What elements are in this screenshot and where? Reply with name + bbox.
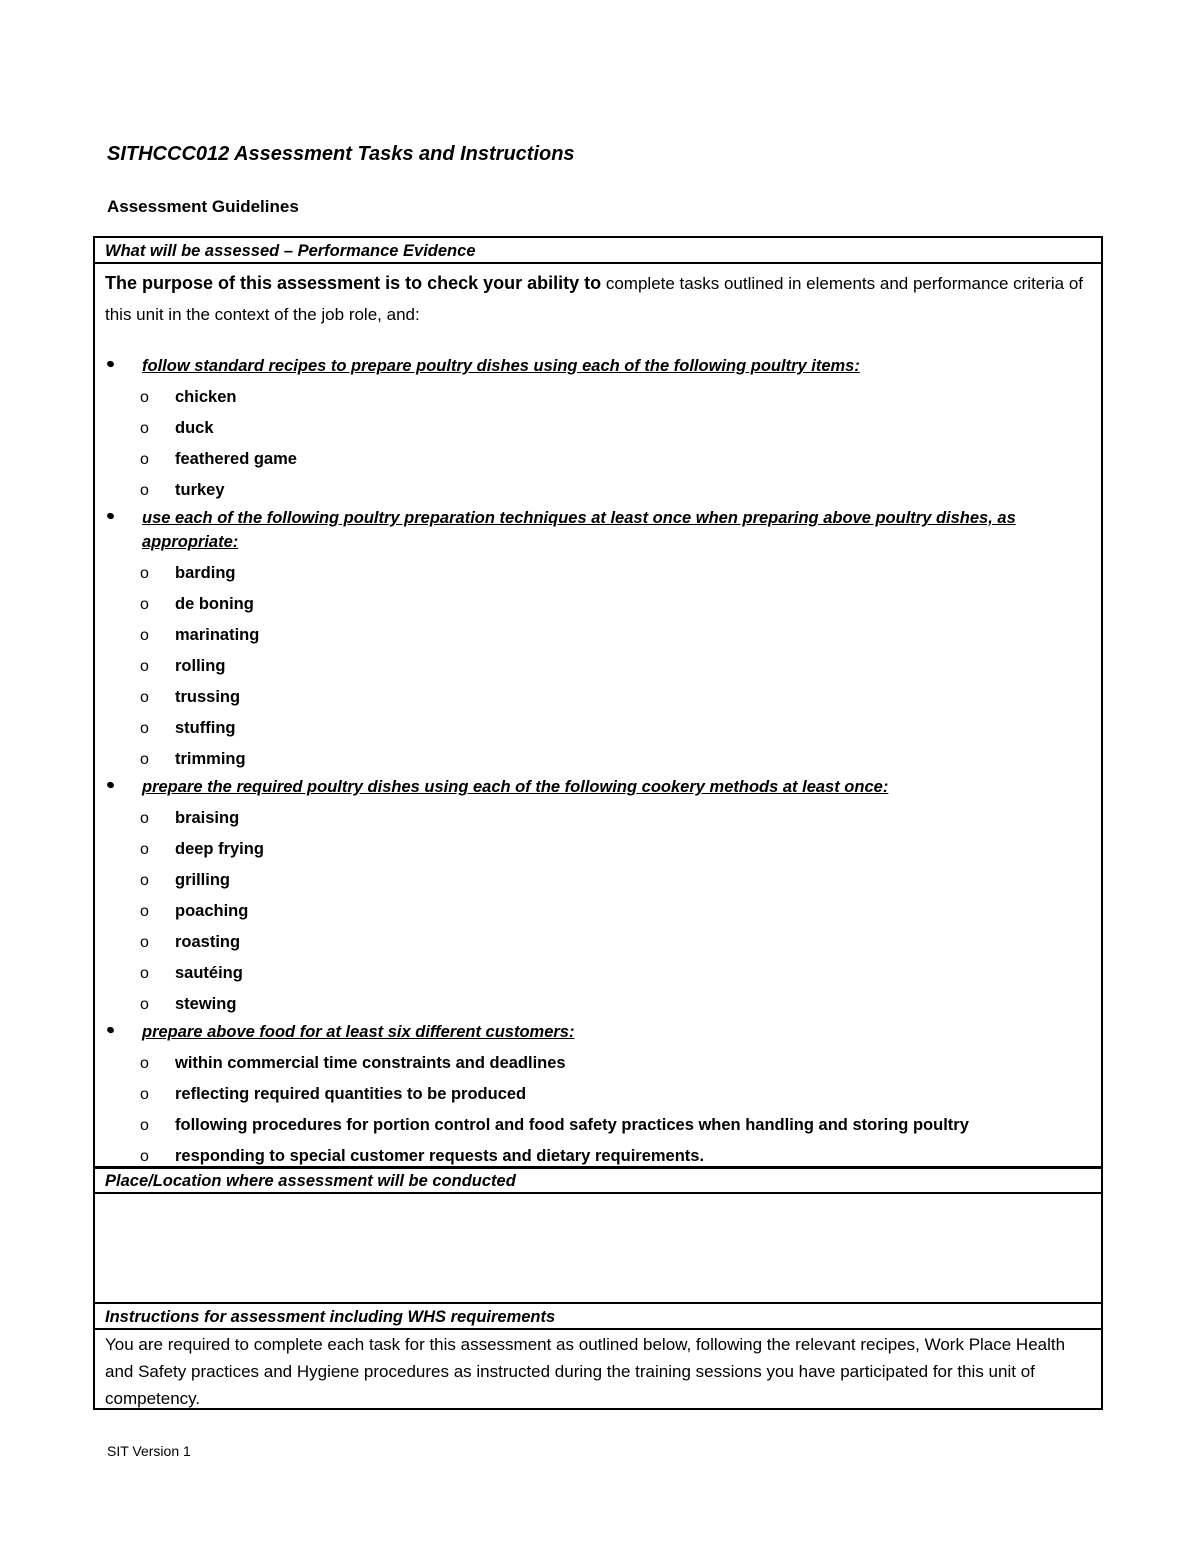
page-title: SITHCCC012 Assessment Tasks and Instructions [107, 143, 575, 165]
sub-bullet-icon: o [140, 1086, 149, 1103]
evidence-sub-item [105, 682, 1091, 713]
sub-bullet-icon: o [140, 810, 149, 827]
intro-paragraph [105, 268, 1091, 330]
evidence-sub-item-label: de boning [175, 595, 254, 613]
evidence-sub-item [105, 1110, 1091, 1141]
sub-bullet-icon: o [140, 420, 149, 437]
evidence-sub-item-label: trimming [175, 750, 246, 768]
bullet-icon [106, 781, 115, 789]
performance-evidence-body [95, 264, 1101, 1172]
evidence-sub-item-label: turkey [175, 481, 225, 499]
location-header: Place/Location where assessment will be conducted [95, 1168, 1101, 1194]
evidence-sub-item-label: barding [175, 564, 236, 582]
evidence-groups [105, 354, 1091, 1172]
evidence-sub-item-label: stuffing [175, 719, 236, 737]
evidence-sub-item-label: chicken [175, 388, 237, 406]
evidence-bullet-label: prepare above food for at least six different customers: [142, 1023, 575, 1041]
evidence-bullet [105, 775, 1091, 799]
evidence-sub-item [105, 475, 1091, 506]
sub-bullet-icon: o [140, 451, 149, 468]
evidence-bullet [105, 1020, 1091, 1044]
evidence-sub-item-label: grilling [175, 871, 230, 889]
evidence-sub-item [105, 620, 1091, 651]
evidence-sub-item-label: responding to special customer requests and dietary requirements. [175, 1147, 705, 1165]
evidence-sub-item [105, 896, 1091, 927]
evidence-sub-item [105, 444, 1091, 475]
instructions-section [93, 1302, 1103, 1410]
sub-bullet-icon: o [140, 565, 149, 582]
evidence-sub-item [105, 834, 1091, 865]
evidence-bullet-label: prepare the required poultry dishes using each of the following cookery methods at least once: [142, 778, 889, 796]
evidence-sub-item [105, 744, 1091, 775]
sub-bullet-icon: o [140, 841, 149, 858]
evidence-sub-item [105, 927, 1091, 958]
evidence-sub-item-label: sautéing [175, 964, 243, 982]
performance-evidence-section [93, 236, 1103, 1169]
evidence-sub-item-label: rolling [175, 657, 226, 675]
sub-bullet-icon: o [140, 1117, 149, 1134]
evidence-sub-item-label: deep frying [175, 840, 264, 858]
evidence-bullet-label: follow standard recipes to prepare poultry dishes using each of the following poultry items: [142, 357, 860, 375]
evidence-bullet-label: use each of the following poultry preparation techniques at least once when preparing above poultry dishes, as appropriate: [142, 509, 1016, 551]
sub-bullet-icon: o [140, 482, 149, 499]
sub-bullet-icon: o [140, 689, 149, 706]
evidence-sub-item [105, 413, 1091, 444]
evidence-sub-item [105, 1048, 1091, 1079]
evidence-bullet [105, 506, 1091, 554]
section-heading: Assessment Guidelines [107, 197, 299, 216]
evidence-sub-item-label: marinating [175, 626, 260, 644]
evidence-sub-item [105, 589, 1091, 620]
evidence-sub-item [105, 865, 1091, 896]
evidence-sub-item [105, 558, 1091, 589]
bullet-icon [106, 1026, 115, 1034]
evidence-sub-item [105, 651, 1091, 682]
sub-bullet-icon: o [140, 627, 149, 644]
evidence-bullet [105, 354, 1091, 378]
evidence-sub-item-label: duck [175, 419, 214, 437]
evidence-sub-item [105, 382, 1091, 413]
evidence-sub-item [105, 958, 1091, 989]
evidence-sub-item-label: roasting [175, 933, 241, 951]
evidence-sub-item-label: stewing [175, 995, 237, 1013]
performance-evidence-header: What will be assessed – Performance Evidence [95, 238, 1101, 264]
sub-bullet-icon: o [140, 720, 149, 737]
instructions-header: Instructions for assessment including WHS requirements [95, 1304, 1101, 1330]
sub-bullet-icon: o [140, 389, 149, 406]
location-section [93, 1166, 1103, 1304]
sub-bullet-icon: o [140, 903, 149, 920]
evidence-sub-item-label: feathered game [175, 450, 297, 468]
evidence-sub-item [105, 989, 1091, 1020]
evidence-sub-item-label: poaching [175, 902, 249, 920]
evidence-sub-item [105, 1079, 1091, 1110]
footer: SIT Version 1 [107, 1443, 191, 1459]
sub-bullet-icon: o [140, 965, 149, 982]
evidence-sub-item [105, 713, 1091, 744]
sub-bullet-icon: o [140, 1055, 149, 1072]
sub-bullet-icon: o [140, 996, 149, 1013]
bullet-icon [106, 360, 115, 368]
evidence-sub-item-label: braising [175, 809, 240, 827]
intro-rest: complete tasks outlined in elements and performance criteria of this unit in the context of the job role, and: [105, 274, 1084, 324]
sub-bullet-icon: o [140, 872, 149, 889]
evidence-sub-item-label: reflecting required quantities to be produced [175, 1085, 527, 1103]
evidence-sub-item-label: trussing [175, 688, 241, 706]
sub-bullet-icon: o [140, 658, 149, 675]
bullet-icon [106, 512, 115, 520]
instructions-text: You are required to complete each task for this assessment as outlined below, following the relevant recipes, Work Place Health and Safety practices and Hygiene procedures as instructed during the training sessions you have participated for this unit of competency. [105, 1335, 1066, 1408]
sub-bullet-icon: o [140, 596, 149, 613]
evidence-sub-item-label: within commercial time constraints and deadlines [175, 1054, 566, 1072]
intro-bold: The purpose of this assessment is to check your ability to [105, 273, 602, 293]
evidence-sub-item [105, 803, 1091, 834]
sub-bullet-icon: o [140, 934, 149, 951]
sub-bullet-icon: o [140, 751, 149, 768]
sub-bullet-icon: o [140, 1148, 149, 1165]
evidence-sub-item-label: following procedures for portion control and food safety practices when handling and storing poultry [175, 1116, 969, 1134]
